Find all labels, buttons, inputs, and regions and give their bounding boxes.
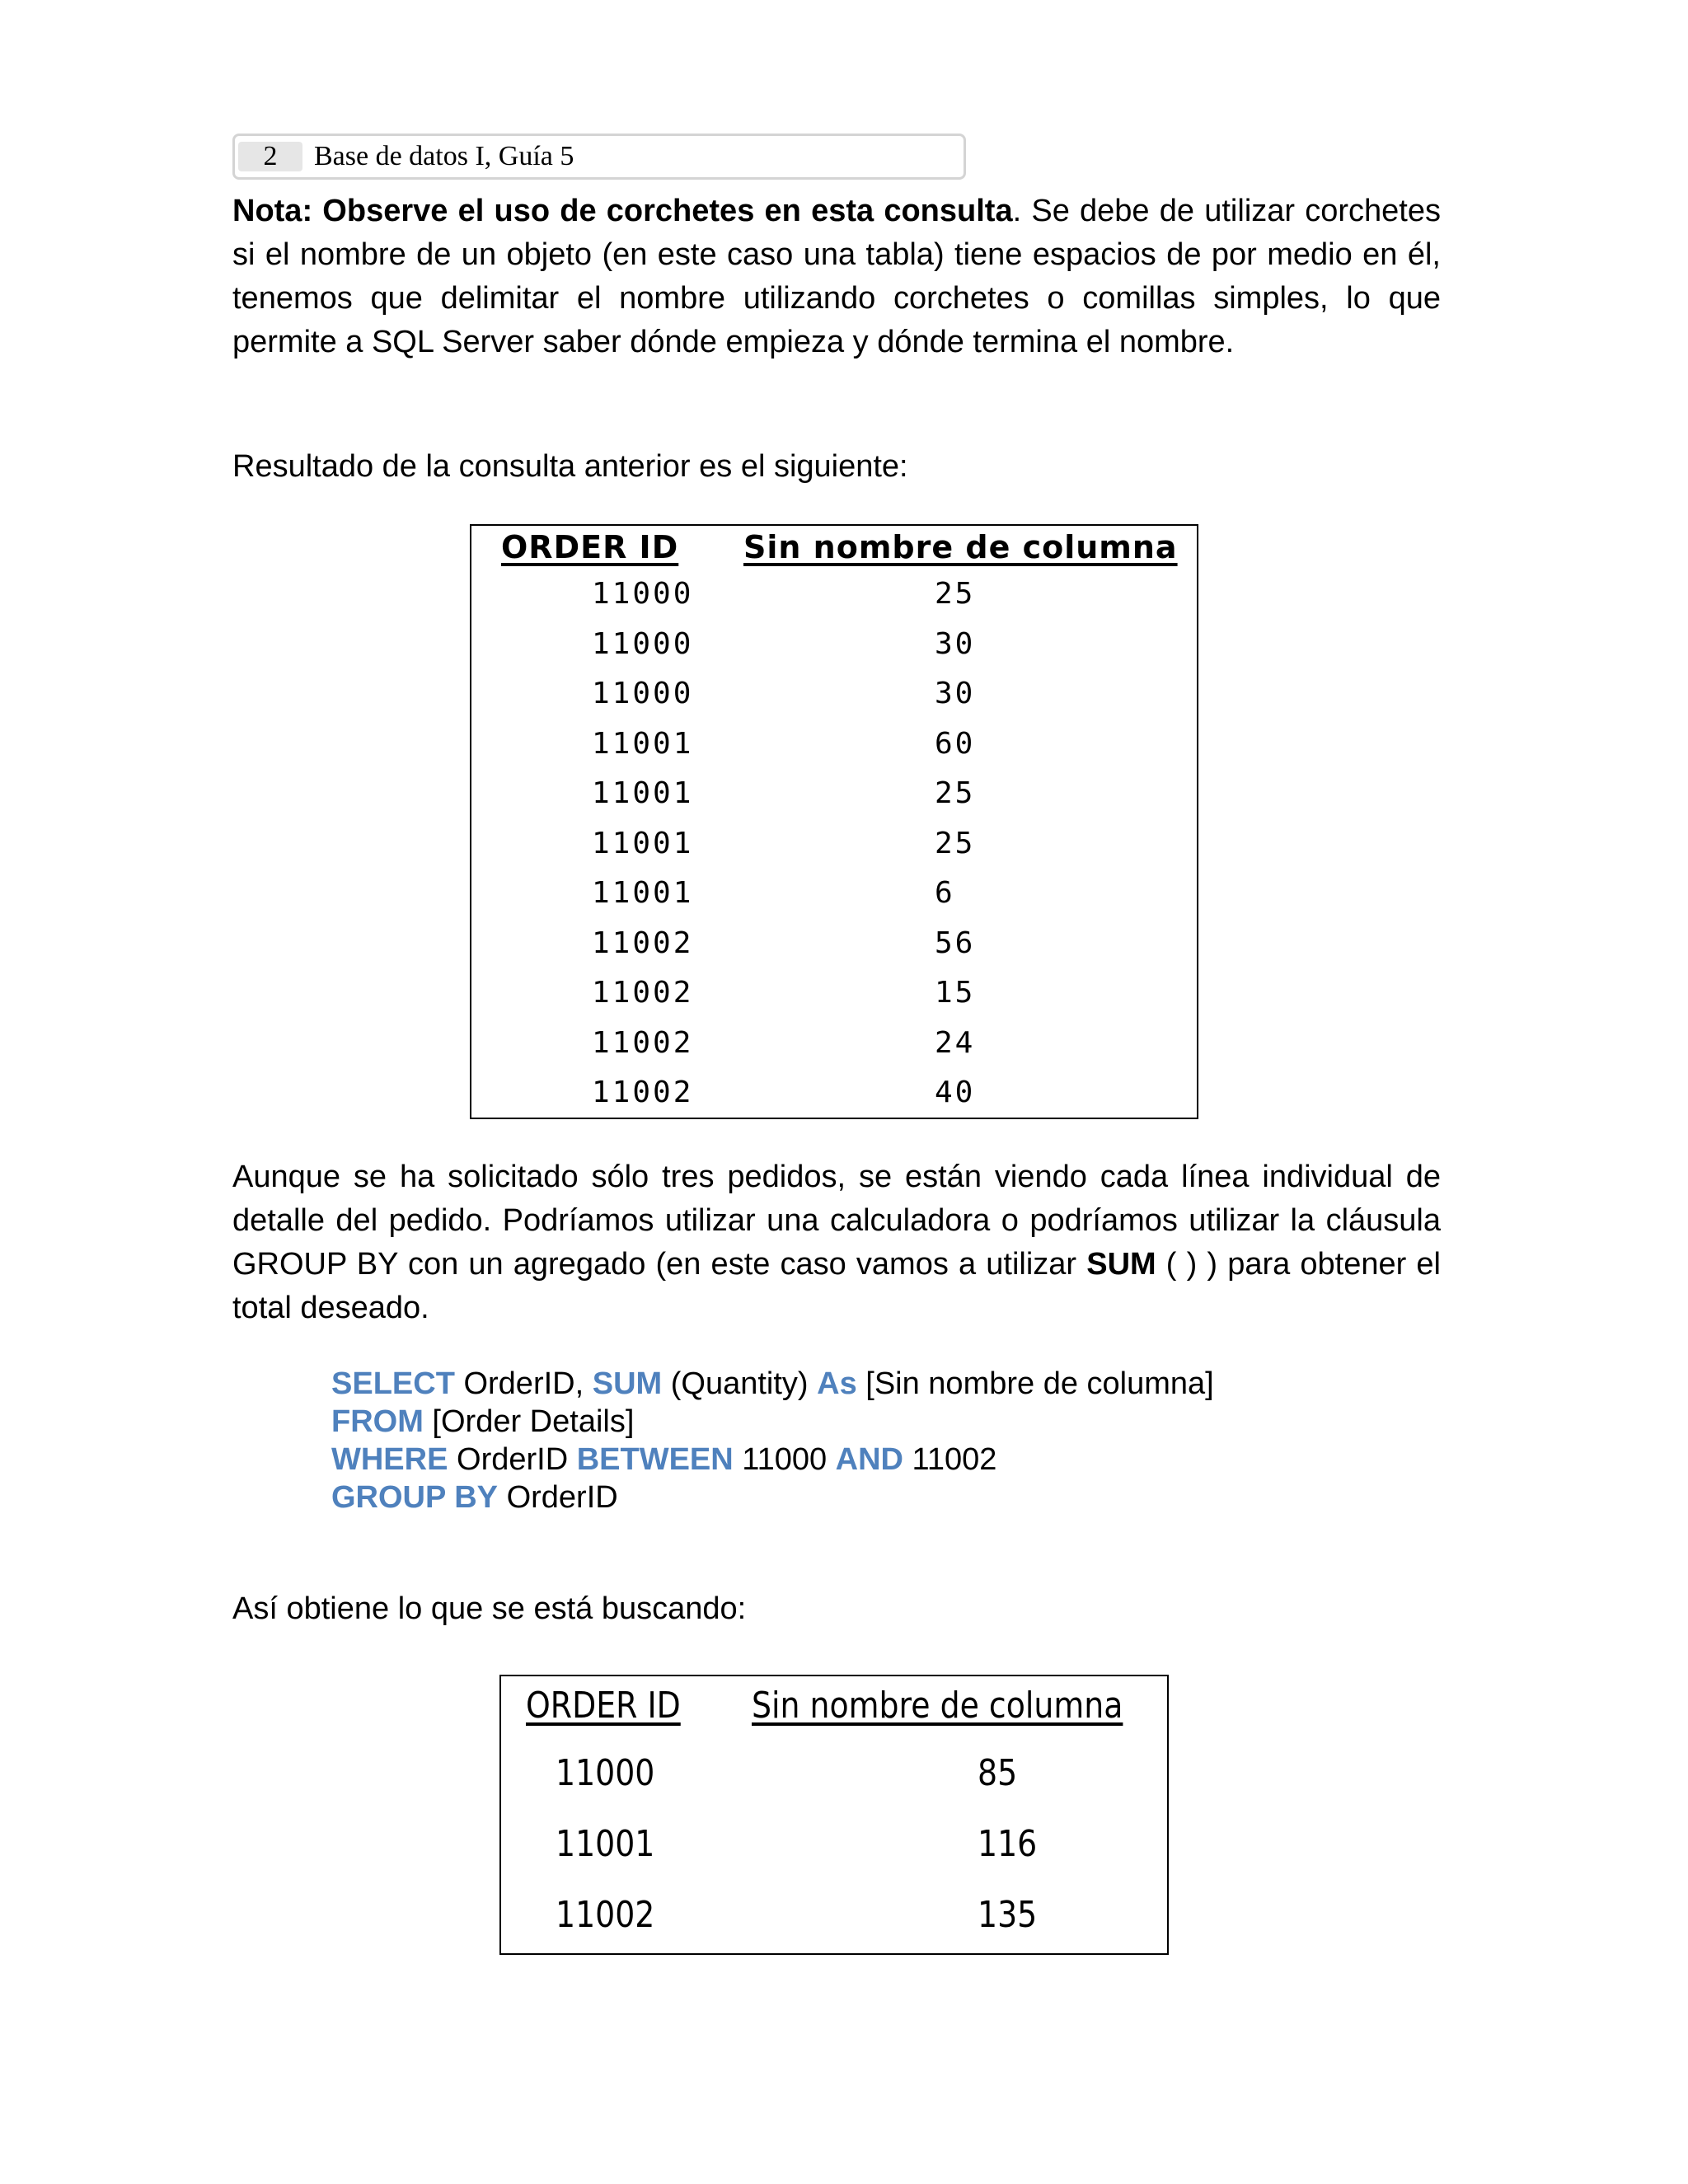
aunque-text-before: Aunque se ha solicitado sólo tres pedidos, se están viendo cada línea individual de detalle del pedido. Podríamos utilizar una calculadora o podríamos utilizar la cláusula GROUP BY con un agregado (en este caso vamos a utilizar: [232, 1160, 1441, 1282]
nota-text: . Se debe de utilizar corchetes si el nombre de un objeto (en este caso una tabla) tiene espacios de por medio en él, tenemos que delimitar el nombre utilizando corchetes o comillas simples, lo que permite a SQL Server saber dónde empieza y dónde termina el nombre.: [232, 194, 1441, 359]
sql-text: OrderID,: [454, 1366, 593, 1401]
cell-value: 116: [978, 1823, 1038, 1865]
sql-text: 11002: [903, 1442, 997, 1477]
cell-order-id: 11001: [556, 1823, 655, 1865]
resultado-intro: Resultado de la consulta anterior es el siguiente:: [232, 449, 908, 484]
cell-value: 60: [935, 726, 976, 761]
aunque-text-after: ( ) ) para obtener el total deseado.: [232, 1247, 1441, 1325]
aunque-sum-bold: SUM: [1086, 1247, 1156, 1282]
cell-order-id: 11002: [592, 1025, 694, 1060]
table-header-column: Sin nombre de columna: [743, 529, 1178, 565]
sql-keyword: WHERE: [331, 1442, 448, 1477]
sql-query-block: [331, 1365, 1214, 1516]
cell-order-id: 11001: [592, 876, 694, 910]
sql-line-3: [331, 1441, 1214, 1479]
cell-order-id: 11002: [592, 976, 694, 1010]
nota-paragraph: [232, 190, 1441, 364]
sql-text: [Sin nombre de columna]: [856, 1366, 1214, 1401]
cell-order-id: 11001: [592, 726, 694, 761]
cell-order-id: 11000: [592, 677, 694, 710]
cell-order-id: 11001: [592, 826, 694, 860]
cell-value: 25: [935, 577, 976, 611]
sql-text: OrderID: [498, 1480, 618, 1515]
cell-order-id: 11002: [556, 1894, 655, 1936]
sql-text: 11000: [733, 1442, 836, 1477]
sql-text: (Quantity): [662, 1366, 818, 1401]
header-title: Base de datos I, Guía 5: [314, 141, 574, 171]
cell-order-id: 11000: [556, 1752, 655, 1794]
page-header: [232, 134, 966, 180]
result-table-grouped: [499, 1675, 1169, 1955]
sql-keyword: AND: [835, 1442, 903, 1477]
cell-value: 85: [978, 1752, 1018, 1794]
table-header-column: Sin nombre de columna: [752, 1685, 1123, 1727]
cell-order-id: 11002: [592, 926, 694, 960]
aunque-paragraph: [232, 1155, 1441, 1330]
sql-keyword: As: [817, 1366, 857, 1401]
cell-value: 25: [935, 776, 976, 810]
sql-keyword: SELECT: [331, 1366, 455, 1401]
cell-value: 30: [935, 677, 976, 710]
sql-keyword: GROUP BY: [331, 1480, 499, 1515]
sql-line-4: [331, 1479, 1214, 1516]
page-number: 2: [238, 142, 302, 171]
sql-keyword: FROM: [331, 1404, 424, 1439]
cell-order-id: 11000: [592, 577, 694, 611]
sql-keyword: SUM: [592, 1366, 663, 1401]
sql-keyword: BETWEEN: [576, 1442, 734, 1477]
table-header-order-id: ORDER ID: [526, 1685, 681, 1727]
sql-line-1: [331, 1365, 1214, 1403]
cell-value: 40: [935, 1076, 976, 1109]
sql-line-2: [331, 1403, 1214, 1441]
result-table-detail: [470, 524, 1198, 1119]
cell-order-id: 11002: [592, 1076, 694, 1109]
cell-order-id: 11000: [592, 626, 694, 661]
sql-text: [Order Details]: [423, 1404, 635, 1439]
cell-value: 25: [935, 826, 976, 860]
cell-value: 6: [935, 876, 955, 910]
sql-text: OrderID: [448, 1442, 577, 1477]
cell-value: 30: [935, 626, 976, 661]
table-header-order-id: ORDER ID: [501, 529, 679, 565]
cell-order-id: 11001: [592, 776, 694, 810]
asi-intro: Así obtiene lo que se está buscando:: [232, 1591, 747, 1626]
cell-value: 135: [978, 1894, 1038, 1936]
cell-value: 15: [935, 976, 976, 1010]
cell-value: 24: [935, 1025, 976, 1060]
nota-bold-lead: Nota: Observe el uso de corchetes en esta consulta: [232, 194, 1013, 228]
cell-value: 56: [935, 926, 976, 960]
